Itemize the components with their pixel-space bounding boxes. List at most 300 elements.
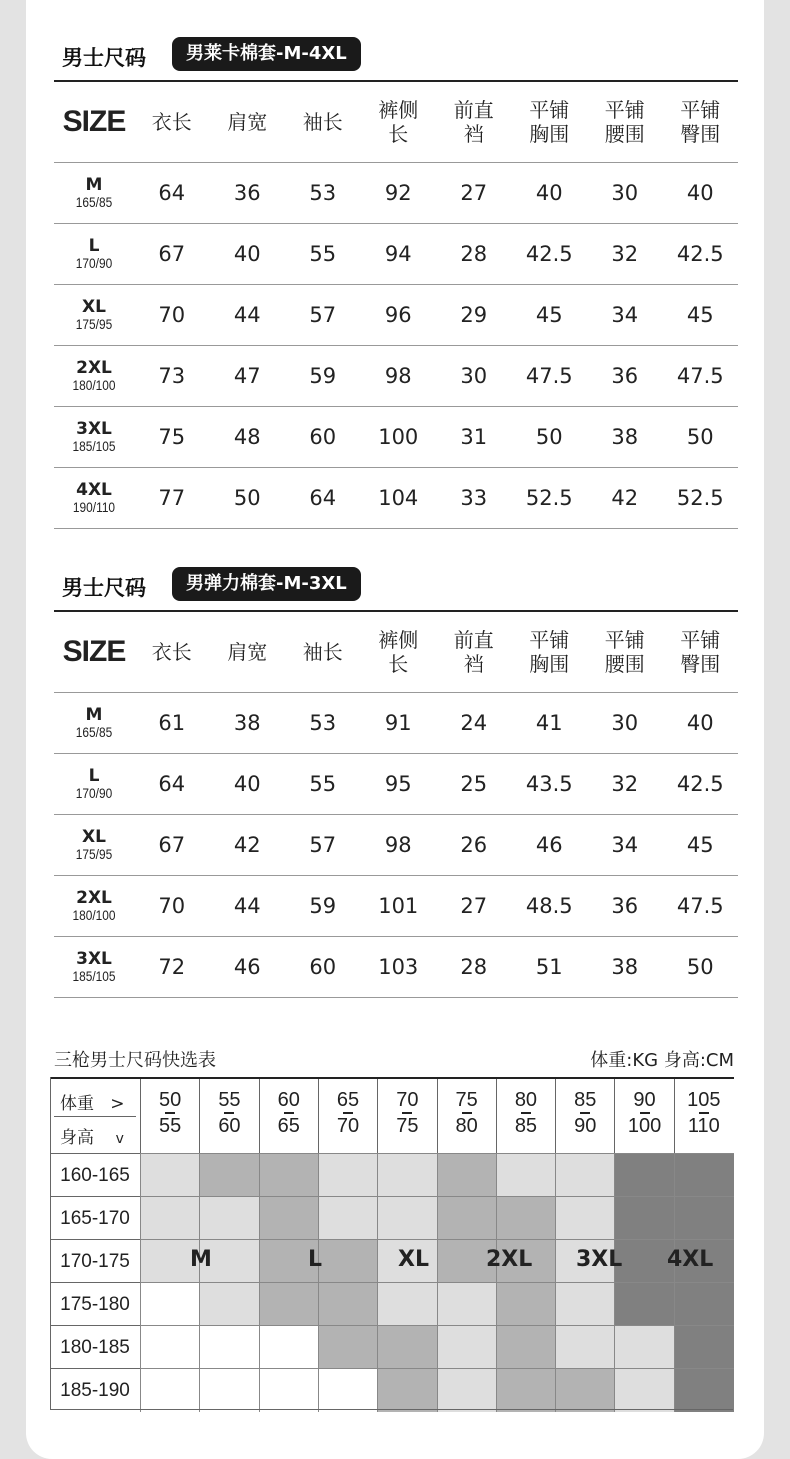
height-range-label: 180-185: [50, 1325, 140, 1369]
measure-column-header: [512, 612, 588, 693]
measure-cell: 27: [460, 894, 488, 918]
measure-cell: 55: [309, 772, 337, 796]
grid-cell: [377, 1282, 437, 1326]
header-text: 长: [388, 652, 409, 676]
grid-cell: [614, 1239, 674, 1283]
measure-cell: 73: [158, 364, 186, 388]
header-text: 平铺: [529, 98, 570, 122]
grid-cell: [377, 1325, 437, 1369]
measure-cell: 60: [309, 955, 337, 979]
measure-cell: 70: [158, 303, 186, 327]
measure-cell: 92: [384, 181, 412, 205]
quick-select-unit-note: 体重:KG 身高:CM: [590, 1050, 734, 1071]
header-text: 腰围: [604, 122, 645, 146]
size-label: L: [88, 235, 100, 256]
weight-from: 80: [514, 1089, 538, 1111]
measure-cell: 98: [384, 364, 412, 388]
weight-from: 75: [455, 1089, 478, 1111]
grid-cell: [437, 1368, 497, 1412]
header-text: SIZE: [62, 635, 126, 668]
range-dash: [343, 1112, 353, 1114]
product-badge: 男弹力棉套-M-3XL: [172, 567, 361, 601]
grid-cell: [555, 1368, 615, 1412]
size-row: [54, 815, 738, 876]
measure-cell: 40: [233, 772, 261, 796]
measure-column-header: [134, 612, 210, 693]
header-text: 袖长: [302, 110, 343, 134]
measure-cell: 104: [378, 486, 419, 510]
measure-cell: 32: [611, 772, 639, 796]
grid-cell: [140, 1282, 200, 1326]
size-label: L: [88, 765, 100, 786]
height-arrow: v: [115, 1131, 124, 1147]
measure-cell: 38: [611, 425, 639, 449]
header-text: 前直: [453, 628, 494, 652]
size-cell: [54, 163, 134, 224]
height-label: 身高: [60, 1128, 94, 1148]
grid-cell: [140, 1196, 200, 1240]
measure-cell: 28: [460, 955, 488, 979]
measure-cell: 75: [158, 425, 186, 449]
header-text: 肩宽: [227, 640, 268, 664]
measure-cell: 47.5: [525, 364, 573, 388]
measure-cell: 42.5: [676, 242, 724, 266]
measure-column-header: [436, 612, 512, 693]
weight-range-header: [377, 1079, 436, 1153]
weight-to: 90: [574, 1115, 597, 1137]
grid-cell: [496, 1196, 556, 1240]
range-dash: [284, 1112, 294, 1114]
header-text: 衣长: [151, 640, 192, 664]
measure-cell: 52.5: [676, 486, 724, 510]
grid-cell: [496, 1153, 556, 1197]
grid-cell: [259, 1282, 319, 1326]
weight-to: 55: [159, 1115, 182, 1137]
measure-cell: 103: [378, 955, 419, 979]
weight-to: 65: [277, 1115, 300, 1137]
height-range-label: 185-190: [50, 1368, 140, 1412]
header-text: 胸围: [529, 122, 570, 146]
header-text: 裆: [463, 652, 484, 676]
grid-corner: [50, 1079, 140, 1153]
size-table: [54, 82, 738, 529]
measure-cell: 38: [233, 711, 261, 735]
size-cell: [54, 876, 134, 937]
measure-cell: 24: [460, 711, 488, 735]
weight-from: 50: [159, 1089, 182, 1111]
grid-cell: [674, 1196, 734, 1240]
grid-cell: [674, 1325, 734, 1369]
grid-cell: [377, 1196, 437, 1240]
size-cell: [54, 937, 134, 998]
size-label: M: [85, 174, 103, 195]
section-title: 男士尺码: [62, 46, 146, 70]
weight-from: 85: [574, 1089, 597, 1111]
measure-column-header: [361, 82, 437, 163]
grid-cell: [437, 1196, 497, 1240]
header-text: 胸围: [529, 652, 570, 676]
header-text: 腰围: [604, 652, 645, 676]
size-label: M: [85, 704, 103, 725]
grid-cell: [318, 1282, 378, 1326]
grid-cell: [199, 1196, 259, 1240]
corner-divider: [54, 1116, 136, 1117]
measure-cell: 50: [686, 425, 714, 449]
measure-cell: 72: [158, 955, 186, 979]
measure-cell: 29: [460, 303, 488, 327]
range-dash: [165, 1112, 175, 1114]
size-label: XL: [82, 296, 106, 317]
size-spec: 185/105: [72, 967, 116, 984]
grid-cell: [318, 1239, 378, 1283]
weight-to: 80: [455, 1115, 478, 1137]
weight-to: 70: [336, 1115, 360, 1137]
size-cell: [54, 468, 134, 529]
header-text: 肩宽: [227, 110, 268, 134]
grid-cell: [496, 1368, 556, 1412]
size-spec: 165/85: [75, 193, 113, 210]
grid-cell: [437, 1282, 497, 1326]
range-dash: [521, 1112, 531, 1114]
weight-range-header: [199, 1079, 258, 1153]
weight-arrow: >: [110, 1094, 125, 1114]
size-row: [54, 468, 738, 529]
size-label: XL: [82, 826, 106, 847]
weight-range-header: [318, 1079, 377, 1153]
grid-cell: [614, 1282, 674, 1326]
measure-cell: 32: [611, 242, 639, 266]
grid-cell: [199, 1325, 259, 1369]
measure-cell: 64: [158, 181, 186, 205]
size-row: [54, 937, 738, 998]
measure-cell: 70: [158, 894, 186, 918]
measure-cell: 59: [309, 894, 337, 918]
measure-column-header: [285, 612, 361, 693]
grid-cell: [496, 1325, 556, 1369]
height-range-label: 160-165: [50, 1153, 140, 1197]
measure-cell: 38: [611, 955, 639, 979]
range-dash: [640, 1112, 650, 1114]
size-cell: [54, 815, 134, 876]
weight-to: 60: [218, 1115, 241, 1137]
size-cell: [54, 346, 134, 407]
measure-cell: 50: [686, 955, 714, 979]
grid-cell: [496, 1282, 556, 1326]
weight-range-header: [674, 1079, 733, 1153]
measure-cell: 53: [309, 711, 337, 735]
grid-cell: [674, 1153, 734, 1197]
height-range-label: 170-175: [50, 1239, 140, 1283]
measure-cell: 25: [460, 772, 488, 796]
height-range-label: 175-180: [50, 1282, 140, 1326]
size-spec: 180/100: [72, 376, 116, 393]
measure-cell: 46: [233, 955, 261, 979]
grid-cell: [259, 1368, 319, 1412]
weight-range-header: [614, 1079, 673, 1153]
measure-cell: 64: [158, 772, 186, 796]
measure-cell: 96: [384, 303, 412, 327]
measure-cell: 101: [378, 894, 419, 918]
grid-cell: [140, 1153, 200, 1197]
measure-cell: 47.5: [676, 894, 724, 918]
measure-cell: 40: [686, 711, 714, 735]
measure-column-header: [210, 612, 286, 693]
grid-cell: [199, 1153, 259, 1197]
weight-from: 55: [218, 1089, 241, 1111]
measure-cell: 98: [384, 833, 412, 857]
size-spec: 165/85: [75, 723, 113, 740]
size-label: 3XL: [76, 948, 112, 969]
weight-to: 75: [396, 1115, 419, 1137]
size-column-header: [54, 612, 134, 693]
measure-cell: 34: [611, 833, 639, 857]
measure-cell: 67: [158, 833, 186, 857]
zone-size-label: 3XL: [576, 1247, 623, 1272]
header-text: 裤侧: [378, 98, 419, 122]
measure-cell: 42.5: [525, 242, 573, 266]
measure-column-header: [134, 82, 210, 163]
grid-cell: [377, 1368, 437, 1412]
section-title: 男士尺码: [62, 576, 146, 600]
grid-cell: [318, 1153, 378, 1197]
header-text: 裤侧: [378, 628, 419, 652]
grid-cell: [318, 1368, 378, 1412]
measure-cell: 36: [611, 894, 639, 918]
measure-cell: 44: [233, 894, 261, 918]
measure-cell: 100: [378, 425, 419, 449]
measure-cell: 94: [384, 242, 412, 266]
measure-cell: 33: [460, 486, 488, 510]
measure-cell: 42: [611, 486, 639, 510]
header-text: 袖长: [302, 640, 343, 664]
measure-cell: 67: [158, 242, 186, 266]
grid-cell: [614, 1368, 674, 1412]
measure-column-header: [587, 612, 663, 693]
weight-from: 90: [633, 1089, 656, 1111]
zone-size-label: 4XL: [667, 1247, 714, 1272]
measure-cell: 30: [611, 181, 639, 205]
measure-cell: 30: [460, 364, 488, 388]
weight-from: 70: [396, 1089, 419, 1111]
grid-cell: [674, 1282, 734, 1326]
header-text: 臀围: [680, 122, 721, 146]
measure-column-header: [361, 612, 437, 693]
measure-cell: 91: [384, 711, 412, 735]
measure-cell: 40: [686, 181, 714, 205]
measure-cell: 47.5: [676, 364, 724, 388]
measure-cell: 48: [233, 425, 261, 449]
size-label: 3XL: [76, 418, 112, 439]
measure-column-header: [285, 82, 361, 163]
header-text: 平铺: [604, 98, 645, 122]
measure-cell: 64: [309, 486, 337, 510]
size-spec: 170/90: [75, 254, 113, 271]
grid-cell: [199, 1282, 259, 1326]
weight-to: 85: [514, 1115, 538, 1137]
size-row: [54, 346, 738, 407]
measure-cell: 50: [535, 425, 563, 449]
header-text: 平铺: [680, 628, 721, 652]
measure-cell: 59: [309, 364, 337, 388]
table-header-row: [54, 612, 738, 693]
grid-cell: [614, 1196, 674, 1240]
header-text: 衣长: [151, 110, 192, 134]
measure-cell: 50: [233, 486, 261, 510]
weight-from: 65: [336, 1089, 360, 1111]
measure-cell: 27: [460, 181, 488, 205]
weight-from: 105: [687, 1089, 721, 1111]
measure-cell: 45: [686, 303, 714, 327]
size-spec: 175/95: [75, 845, 113, 862]
measure-cell: 44: [233, 303, 261, 327]
grid-cell: [437, 1325, 497, 1369]
measure-column-header: [512, 82, 588, 163]
size-table: [54, 612, 738, 998]
size-column-header: [54, 82, 134, 163]
measure-cell: 51: [535, 955, 563, 979]
grid-cell: [437, 1153, 497, 1197]
measure-cell: 26: [460, 833, 488, 857]
size-row: [54, 876, 738, 937]
measure-cell: 36: [611, 364, 639, 388]
measure-cell: 57: [309, 833, 337, 857]
grid-cell: [140, 1325, 200, 1369]
grid-cell: [674, 1368, 734, 1412]
quick-select-grid: [50, 1077, 734, 1410]
measure-column-header: [663, 612, 739, 693]
size-row: [54, 693, 738, 754]
header-text: 平铺: [680, 98, 721, 122]
grid-cell: [259, 1196, 319, 1240]
grid-cell: [199, 1368, 259, 1412]
range-dash: [224, 1112, 234, 1114]
measure-column-header: [436, 82, 512, 163]
size-spec: 190/110: [72, 498, 116, 515]
measure-column-header: [587, 82, 663, 163]
measure-cell: 45: [535, 303, 563, 327]
measure-cell: 52.5: [525, 486, 573, 510]
range-dash: [462, 1112, 472, 1114]
measure-cell: 53: [309, 181, 337, 205]
measure-cell: 55: [309, 242, 337, 266]
header-text: 平铺: [604, 628, 645, 652]
weight-from: 60: [277, 1089, 300, 1111]
header-text: SIZE: [62, 105, 126, 138]
size-spec: 185/105: [72, 437, 116, 454]
measure-cell: 46: [535, 833, 563, 857]
range-dash: [580, 1112, 590, 1114]
measure-cell: 43.5: [525, 772, 573, 796]
measure-cell: 57: [309, 303, 337, 327]
weight-range-header: [437, 1079, 496, 1153]
quick-select-title: 三枪男士尺码快选表: [54, 1050, 216, 1071]
size-row: [54, 407, 738, 468]
measure-cell: 42: [233, 833, 261, 857]
weight-range-header: [259, 1079, 318, 1153]
header-text: 臀围: [680, 652, 721, 676]
header-text: 前直: [453, 98, 494, 122]
grid-cell: [555, 1282, 615, 1326]
weight-range-header: [496, 1079, 555, 1153]
size-spec: 175/95: [75, 315, 113, 332]
weight-range-header: [555, 1079, 614, 1153]
measure-cell: 77: [158, 486, 186, 510]
measure-cell: 47: [233, 364, 261, 388]
grid-cell: [555, 1196, 615, 1240]
size-label: 2XL: [76, 887, 112, 908]
grid-cell: [555, 1153, 615, 1197]
grid-cell: [140, 1368, 200, 1412]
size-row: [54, 224, 738, 285]
size-cell: [54, 754, 134, 815]
measure-cell: 41: [535, 711, 563, 735]
size-label: 2XL: [76, 357, 112, 378]
size-cell: [54, 693, 134, 754]
measure-cell: 31: [460, 425, 488, 449]
zone-size-label: M: [190, 1247, 212, 1272]
grid-cell: [555, 1325, 615, 1369]
zone-size-label: 2XL: [486, 1247, 533, 1272]
measure-column-header: [210, 82, 286, 163]
size-row: [54, 163, 738, 224]
weight-label: 体重: [60, 1094, 94, 1114]
header-text: 平铺: [529, 628, 570, 652]
range-dash: [402, 1112, 412, 1114]
measure-cell: 30: [611, 711, 639, 735]
measure-cell: 61: [158, 711, 186, 735]
grid-cell: [614, 1325, 674, 1369]
product-badge: 男莱卡棉套-M-4XL: [172, 37, 361, 71]
measure-cell: 95: [384, 772, 412, 796]
measure-cell: 48.5: [525, 894, 573, 918]
zone-size-label: L: [308, 1247, 323, 1272]
weight-axis-label: [60, 1089, 124, 1114]
measure-cell: 28: [460, 242, 488, 266]
grid-cell: [259, 1153, 319, 1197]
grid-cell: [318, 1196, 378, 1240]
weight-range-header: [140, 1079, 199, 1153]
table-header-row: [54, 82, 738, 163]
size-spec: 170/90: [75, 784, 113, 801]
header-text: 裆: [463, 122, 484, 146]
size-label: 4XL: [76, 479, 112, 500]
grid-cell: [614, 1153, 674, 1197]
measure-cell: 60: [309, 425, 337, 449]
measure-column-header: [663, 82, 739, 163]
header-text: 长: [388, 122, 409, 146]
size-row: [54, 285, 738, 346]
zone-size-label: XL: [398, 1247, 429, 1272]
size-row: [54, 754, 738, 815]
measure-cell: 36: [233, 181, 261, 205]
size-cell: [54, 407, 134, 468]
grid-cell: [377, 1153, 437, 1197]
measure-cell: 40: [233, 242, 261, 266]
height-axis-label: [60, 1123, 124, 1148]
height-range-label: 165-170: [50, 1196, 140, 1240]
measure-cell: 42.5: [676, 772, 724, 796]
weight-to: 110: [687, 1115, 720, 1137]
size-cell: [54, 285, 134, 346]
grid-cell: [259, 1325, 319, 1369]
measure-cell: 45: [686, 833, 714, 857]
size-spec: 180/100: [72, 906, 116, 923]
measure-cell: 40: [535, 181, 563, 205]
measure-cell: 34: [611, 303, 639, 327]
range-dash: [699, 1112, 709, 1114]
size-cell: [54, 224, 134, 285]
weight-to: 100: [627, 1115, 662, 1137]
